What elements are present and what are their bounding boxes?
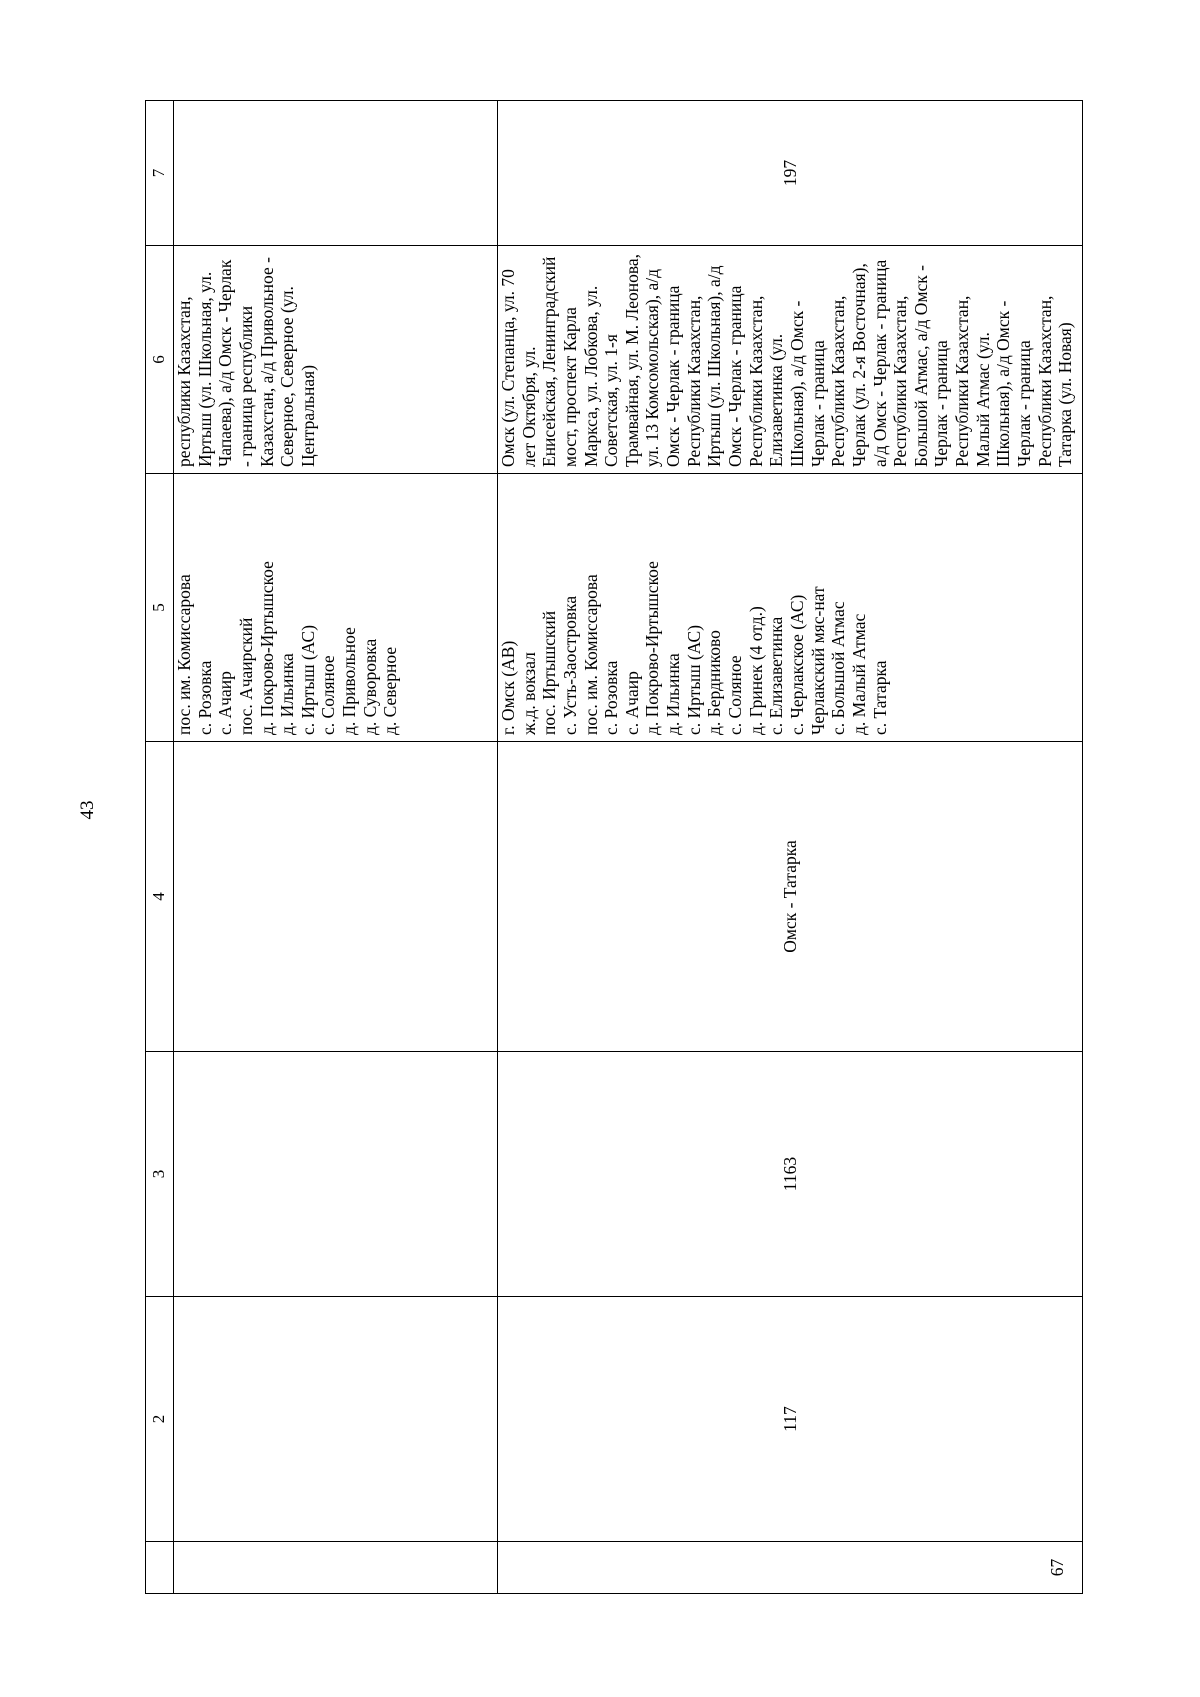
stop-item: пос. им. Комиссарова <box>580 574 601 735</box>
cell-col-3 <box>174 1052 498 1297</box>
stop-item: с. Розовка <box>194 660 215 735</box>
stop-item: д. Привольное <box>339 627 360 735</box>
stop-item: д. Бердниково <box>704 630 725 735</box>
cell-col-2 <box>174 1297 498 1542</box>
stop-item: д. Северное <box>380 646 401 735</box>
cell-col-7 <box>174 101 498 246</box>
cell-stops <box>498 474 1083 742</box>
cell-col-7: 197 <box>498 101 1083 246</box>
stop-item: д. Малый Атмас <box>848 613 869 735</box>
stop-item: д. Покрово-Иртышское <box>642 561 663 735</box>
stops-list <box>174 480 401 735</box>
cell-number <box>174 1542 498 1594</box>
cell-route-path: Омск (ул. Степанца, ул. 70 лет Октября, ул. Енисейская, Ленинградский мост, проспект Карла Маркса, ул. Лобкова, ул. Советская, ул. 1-я Трамвайная, ул. М. Леонова, ул. 13 Комсомольская), а/д Омск - Черлак - граница Республики Казахстан, Иртыш (ул. Школьная), а/д Омск - Черлак - граница Республики Казахстан, Елизаветинка (ул. Школьная), а/д Омск - Черлак - граница Республики Казахстан, Черлак (ул. 2-я Восточная), а/д Омск - Черлак - граница Республики Казахстан, Большой Атмас, а/д Омск - Черлак - граница Республики Казахстан, Малый Атмас (ул. Школьная), а/д Омск - Черлак - граница Республики Казахстан, Татарка (ул. Новая) <box>498 246 1083 474</box>
table-row-continued <box>174 101 498 1594</box>
cell-stops <box>174 474 498 742</box>
page-number: 43 <box>77 800 98 820</box>
header-col-2: 2 <box>146 1297 174 1542</box>
cell-number: 67 <box>498 1542 1083 1594</box>
stop-item: д. Ильинка <box>663 653 684 735</box>
stop-item: с. Ачаир <box>621 671 642 735</box>
stop-item: с. Ачаир <box>215 671 236 735</box>
stop-item: с. Черлакское (АС) <box>786 594 807 735</box>
stop-item: с. Елизаветинка <box>766 616 787 735</box>
stop-item: с. Большой Атмас <box>828 601 849 735</box>
stop-item: Черлакский мяс-нат <box>807 586 828 735</box>
cell-route-name <box>174 742 498 1052</box>
routes-table <box>145 100 1083 1594</box>
stop-item: д. Ильинка <box>277 653 298 735</box>
stop-item: г. Омск (АВ) <box>498 640 518 735</box>
header-col-1 <box>146 1542 174 1594</box>
stop-item: д. Суворовка <box>359 638 380 735</box>
stop-item: ж.д. вокзал <box>518 652 539 735</box>
header-col-6: 6 <box>146 246 174 474</box>
cell-col-3: 1163 <box>498 1052 1083 1297</box>
stop-item: с. Соляное <box>318 655 339 735</box>
stop-item: пос. Иртышский <box>539 610 560 735</box>
stop-item: с. Иртыш (АС) <box>683 624 704 735</box>
cell-route-path: республики Казахстан, Иртыш (ул. Школьная, ул. Чапаева), а/д Омск - Черлак - граница республики Казахстан, а/д Привольное - Северное, Северное (ул. Центральная) <box>174 246 498 474</box>
stop-item: д. Гринек (4 отд.) <box>745 606 766 735</box>
stop-item: пос. им. Комиссарова <box>174 574 194 735</box>
stop-item: с. Татарка <box>869 660 890 735</box>
stop-item: д. Покрово-Иртышское <box>256 561 277 735</box>
rotated-table-container <box>145 101 1076 1594</box>
stops-list <box>498 480 890 735</box>
header-col-5: 5 <box>146 474 174 742</box>
stop-item: с. Усть-Заостровка <box>559 595 580 735</box>
cell-route-name: Омск - Татарка <box>498 742 1083 1052</box>
header-col-7: 7 <box>146 101 174 246</box>
stop-item: с. Соляное <box>725 655 746 735</box>
stop-item: пос. Ачаирский <box>235 617 256 735</box>
cell-col-2: 117 <box>498 1297 1083 1542</box>
table-row-67 <box>498 101 1083 1594</box>
header-row <box>146 101 174 1594</box>
header-col-3: 3 <box>146 1052 174 1297</box>
stop-item: с. Иртыш (АС) <box>297 624 318 735</box>
stop-item: с. Розовка <box>601 660 622 735</box>
header-col-4: 4 <box>146 742 174 1052</box>
